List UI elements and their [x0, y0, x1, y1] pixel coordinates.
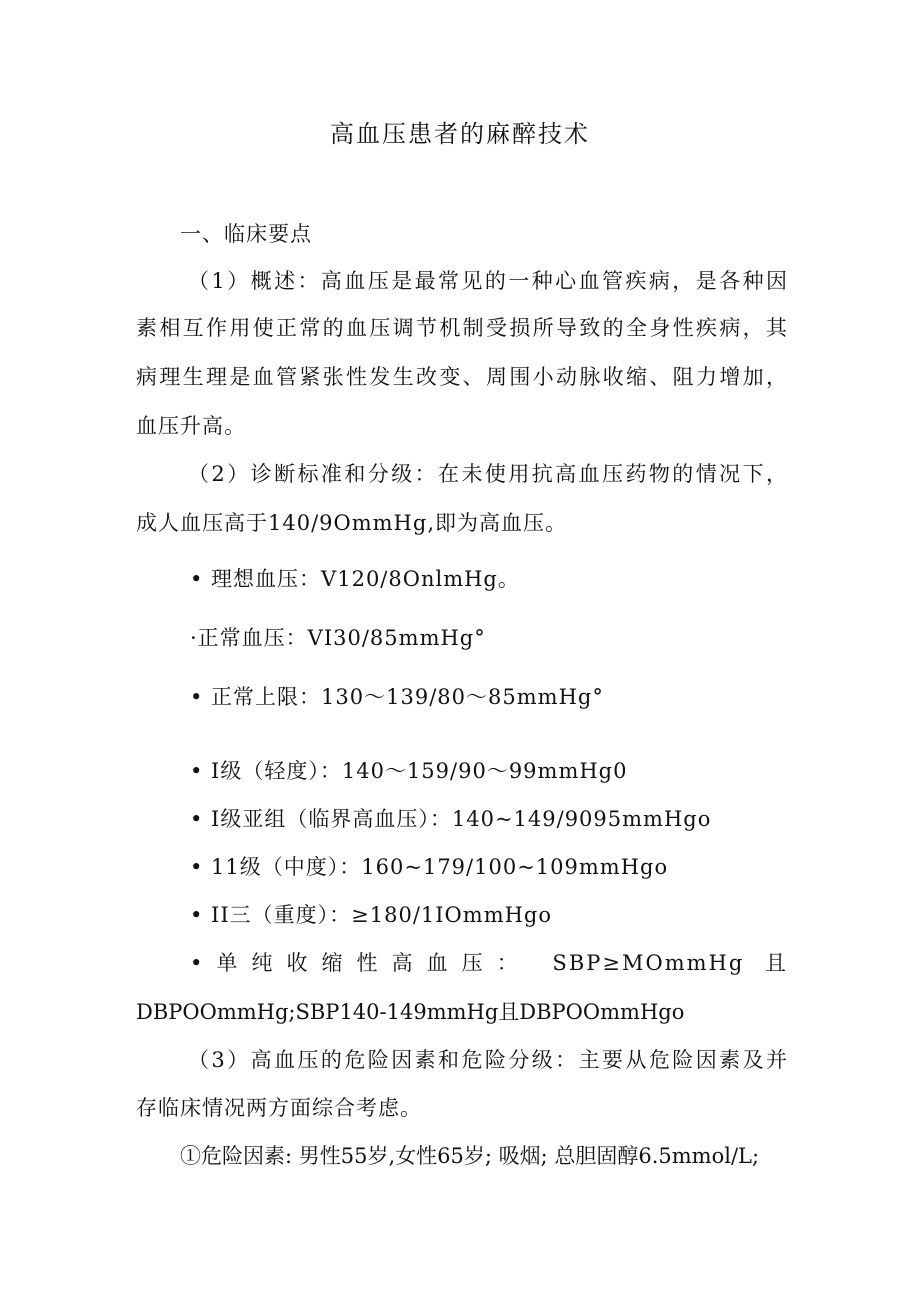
bullet-grade1-subgroup: • I级亚组（临界高血压）：140~149∕9095mmHgo — [190, 807, 712, 831]
para2-line1: （2）诊断标准和分级：在未使用抗高血压药物的情况下， — [188, 462, 788, 486]
bullet-high-normal: • 正常上限：130～139/80～85mmHg° — [190, 685, 604, 709]
para2-line2: 成人血压高于140/9OmmHg,即为高血压。 — [136, 511, 567, 535]
bullet-isolated-systolic-cont: DBPOOmmHg;SBP140-149mmHg且DBPOOmmHgo — [136, 1000, 685, 1024]
bullet-grade3: • II三（重度）：≥180/1IOmmHgo — [190, 903, 553, 927]
para4-line1: ①危险因素: 男性55岁,女性65岁; 吸烟; 总胆固醇6.5mmol∕L; — [180, 1144, 760, 1168]
section-heading: 一、临床要点 — [180, 222, 312, 246]
bullet-normal-bp: ·正常血压：VI30∕85mmHg° — [190, 626, 486, 650]
document-title: 高血压患者的麻醉技术 — [330, 120, 590, 148]
para1-line3: 病理生理是血管紧张性发生改变、周围小动脉收缩、阻力增加， — [136, 365, 788, 389]
bullet-ideal-bp: • 理想血压：V120∕8OnlmHg。 — [190, 567, 520, 591]
bullet-grade1: • I级（轻度）：140～159/90～99mmHg0 — [190, 759, 628, 783]
bullet-isolated-systolic: •单纯收缩性高血压： SBP≥MOmmHg 且 — [190, 951, 788, 975]
para3-line2: 存临床情况两方面综合考虑。 — [136, 1096, 422, 1120]
bullet-grade2: • 11级（中度）：160~179∕100~109mmHgo — [190, 855, 669, 879]
para1-line2: 素相互作用使正常的血压调节机制受损所导致的全身性疾病，其 — [136, 316, 788, 340]
para3-line1: （3）高血压的危险因素和危险分级：主要从危险因素及并 — [188, 1048, 788, 1072]
para1-line4: 血压升高。 — [136, 414, 246, 438]
para1-line1: （1）概述：高血压是最常见的一种心血管疾病，是各种因 — [188, 269, 788, 293]
